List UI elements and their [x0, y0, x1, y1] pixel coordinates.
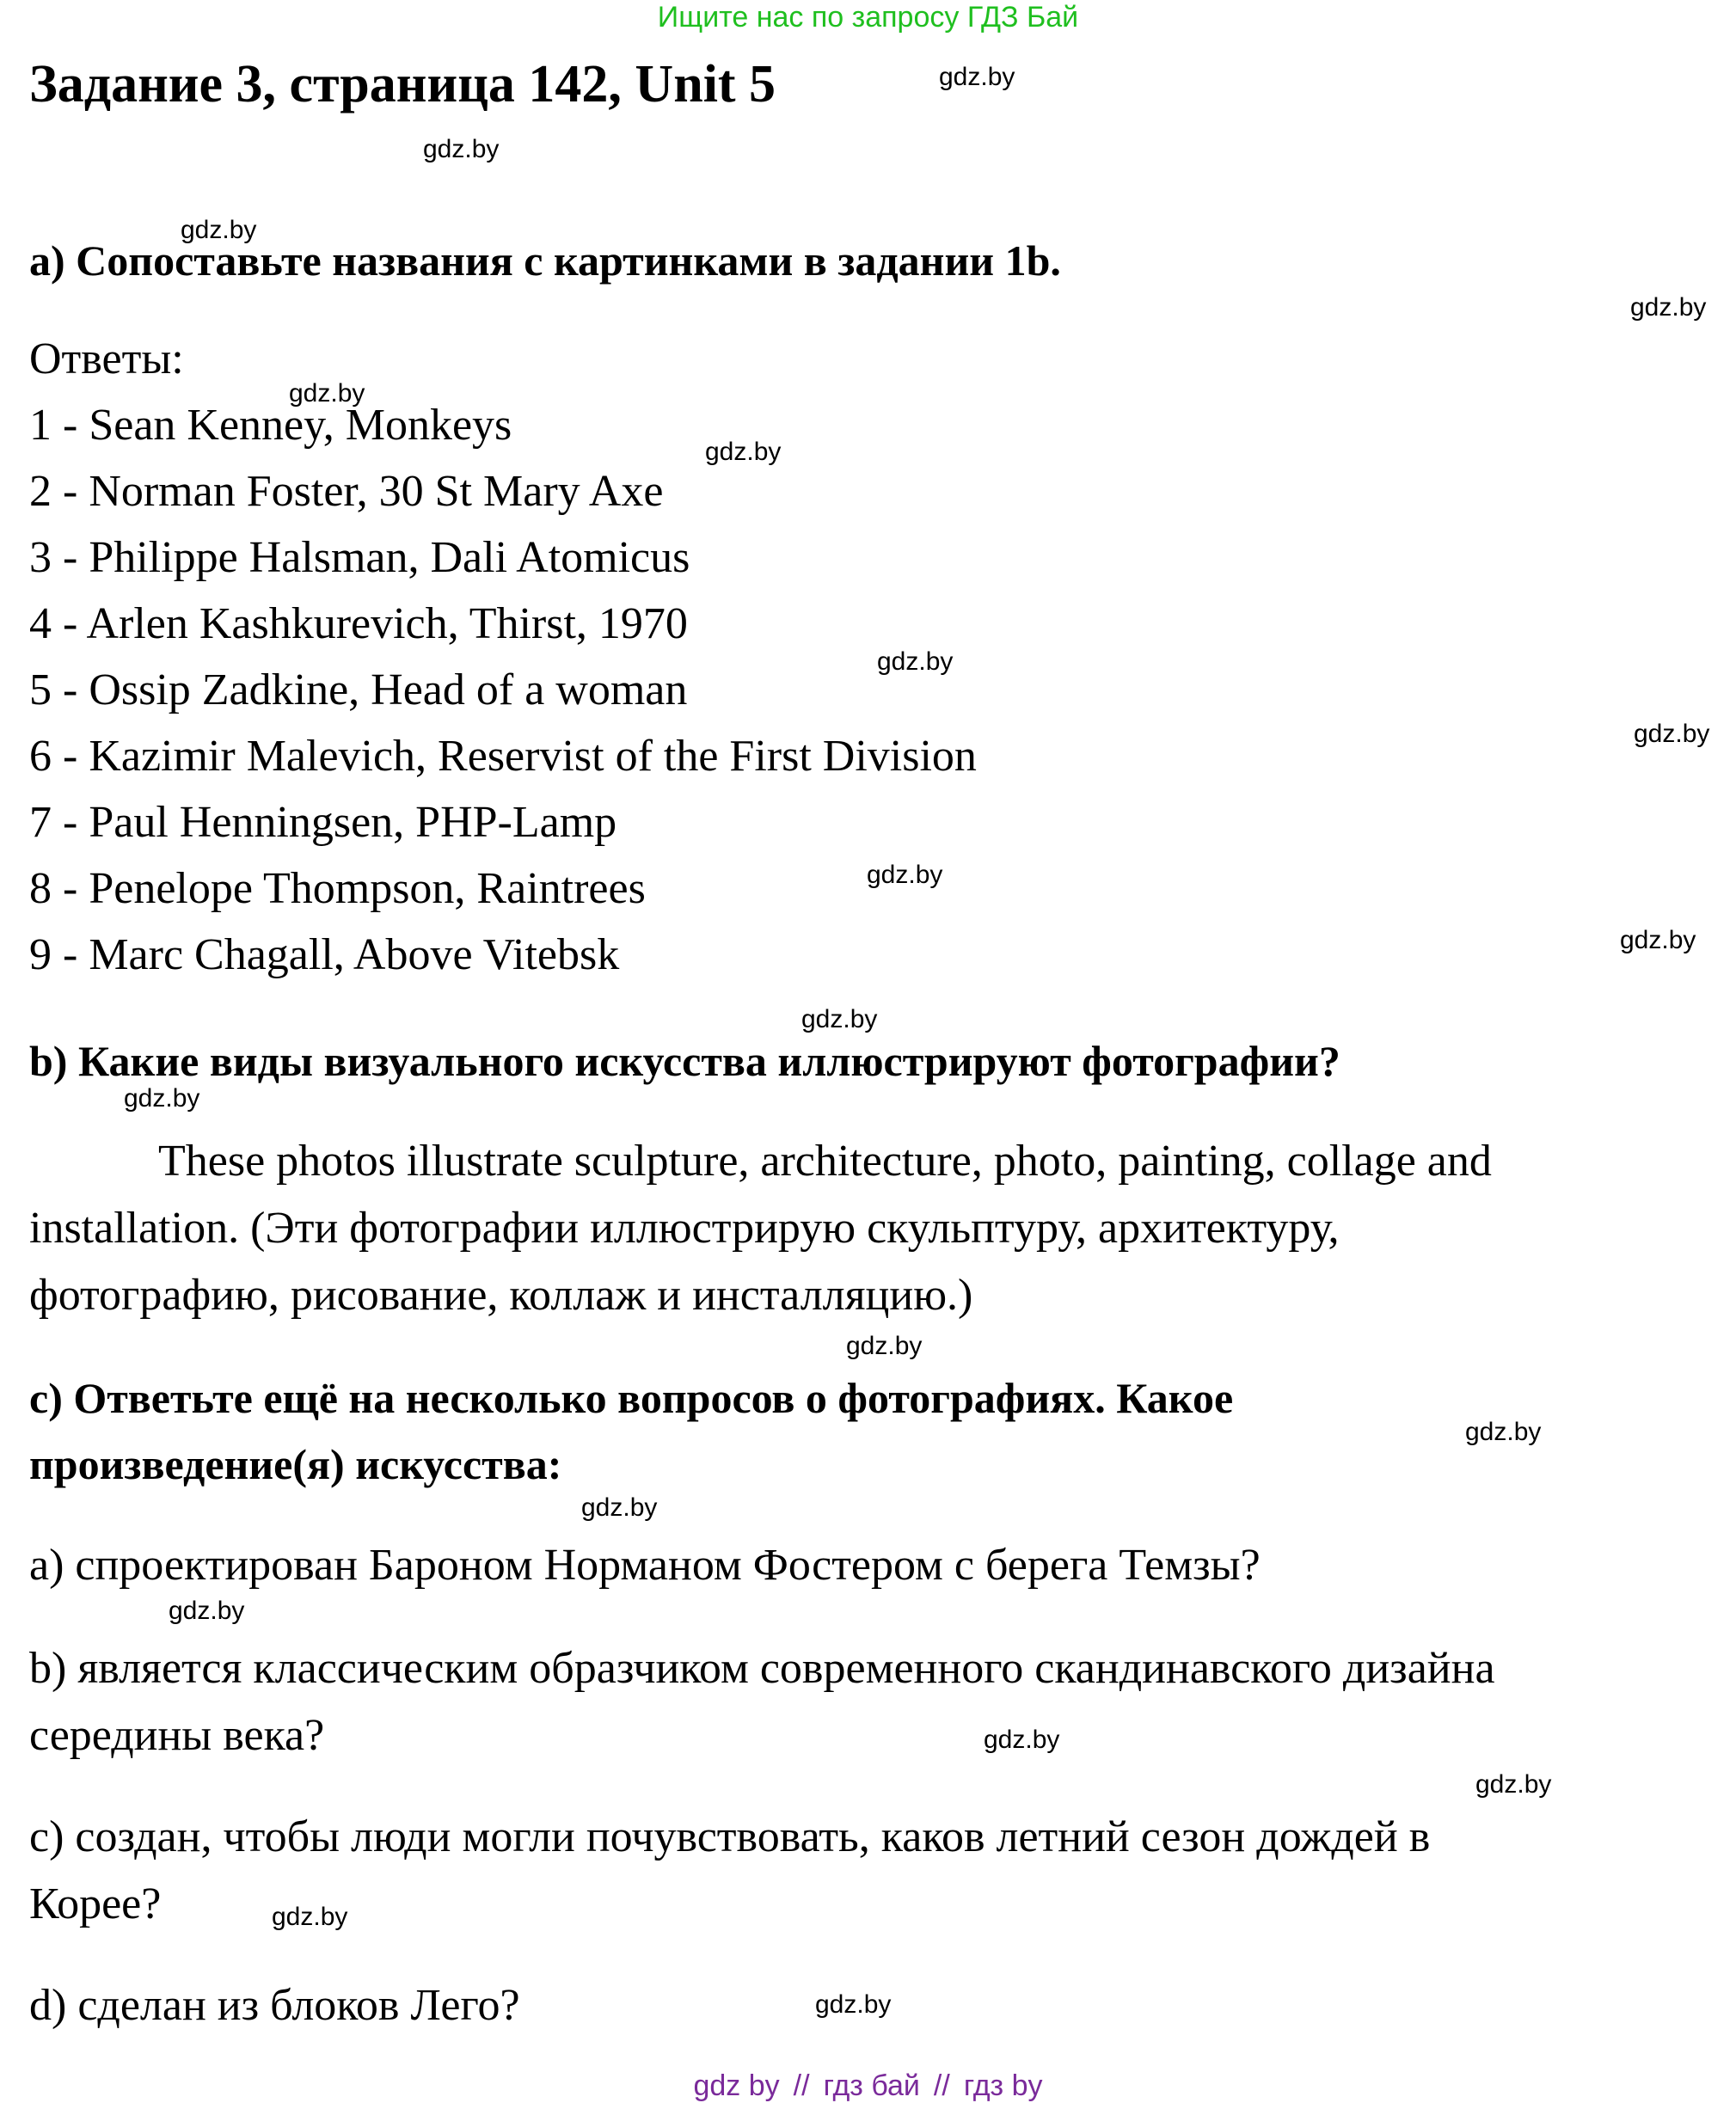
footer-link-gdz-bai[interactable]: гдз бай	[823, 2069, 920, 2102]
section-c-heading-line: c) Ответьте ещё на несколько вопросов о фотографиях. Какое	[29, 1374, 1234, 1422]
watermark: gdz.by	[1634, 720, 1710, 748]
watermark: gdz.by	[181, 216, 257, 244]
watermark: gdz.by	[1630, 293, 1707, 322]
answer-item: 5 - Ossip Zadkine, Head of a woman	[29, 665, 688, 714]
watermark: gdz.by	[984, 1726, 1060, 1754]
search-banner[interactable]: Ищите нас по запросу ГДЗ Бай	[657, 1, 1079, 34]
answer-item: 6 - Kazimir Malevich, Reservist of the First Division	[29, 732, 977, 781]
footer-separator: //	[793, 2069, 810, 2102]
question-b-line: середины века?	[29, 1711, 325, 1760]
watermark: gdz.by	[815, 1990, 892, 2019]
question-c-line: Корее?	[29, 1879, 162, 1928]
section-c-heading-line: произведение(я) искусства:	[29, 1440, 562, 1488]
watermark: gdz.by	[867, 861, 943, 889]
watermark: gdz.by	[423, 135, 500, 163]
watermark: gdz.by	[1465, 1418, 1542, 1446]
watermark: gdz.by	[1620, 926, 1696, 954]
question-c-line: c) создан, чтобы люди могли почувствовать, каков летний сезон дождей в	[29, 1812, 1431, 1861]
answer-item: 8 - Penelope Thompson, Raintrees	[29, 864, 646, 913]
footer-link-gdz-by-cyr[interactable]: гдз by	[963, 2069, 1043, 2102]
watermark: gdz.by	[124, 1084, 200, 1113]
answer-item: 4 - Arlen Kashkurevich, Thirst, 1970	[29, 599, 688, 648]
answers-label: Ответы:	[29, 334, 184, 383]
question-b-line: b) является классическим образчиком современного скандинавского дизайна	[29, 1644, 1495, 1693]
question-a: a) спроектирован Бароном Норманом Фостером с берега Темзы?	[29, 1541, 1261, 1590]
watermark: gdz.by	[801, 1005, 878, 1033]
section-a-heading: a) Сопоставьте названия с картинками в задании 1b.	[29, 236, 1061, 285]
watermark: gdz.by	[289, 379, 365, 408]
answer-item: 9 - Marc Chagall, Above Vitebsk	[29, 930, 620, 979]
answer-item: 3 - Philippe Halsman, Dali Atomicus	[29, 533, 690, 582]
answer-item: 2 - Norman Foster, 30 St Mary Axe	[29, 467, 664, 516]
section-b-text-line: installation. (Эти фотографии иллюстрирую скульптуру, архитектуру,	[29, 1204, 1340, 1253]
watermark: gdz.by	[581, 1493, 658, 1522]
watermark: gdz.by	[846, 1332, 923, 1360]
section-b-text-line: These photos illustrate sculpture, architecture, photo, painting, collage and	[158, 1137, 1492, 1186]
watermark: gdz.by	[939, 63, 1015, 91]
watermark: gdz.by	[272, 1903, 348, 1931]
watermark: gdz.by	[705, 438, 782, 466]
footer-link-gdz-by[interactable]: gdz by	[693, 2069, 780, 2102]
watermark: gdz.by	[169, 1597, 245, 1625]
answer-item: 7 - Paul Henningsen, PHP-Lamp	[29, 798, 617, 847]
question-d: d) сделан из блоков Лего?	[29, 1981, 520, 2030]
section-b-heading: b) Какие виды визуального искусства иллюстрируют фотографии?	[29, 1037, 1340, 1085]
answer-item: 1 - Sean Kenney, Monkeys	[29, 401, 512, 450]
page-title: Задание 3, страница 142, Unit 5	[29, 55, 776, 113]
section-b-text-line: фотографию, рисование, коллаж и инсталляцию.)	[29, 1271, 973, 1320]
footer-separator: //	[933, 2069, 950, 2102]
watermark: gdz.by	[1475, 1770, 1552, 1799]
watermark: gdz.by	[877, 647, 954, 676]
footer-links	[0, 2069, 1736, 2103]
